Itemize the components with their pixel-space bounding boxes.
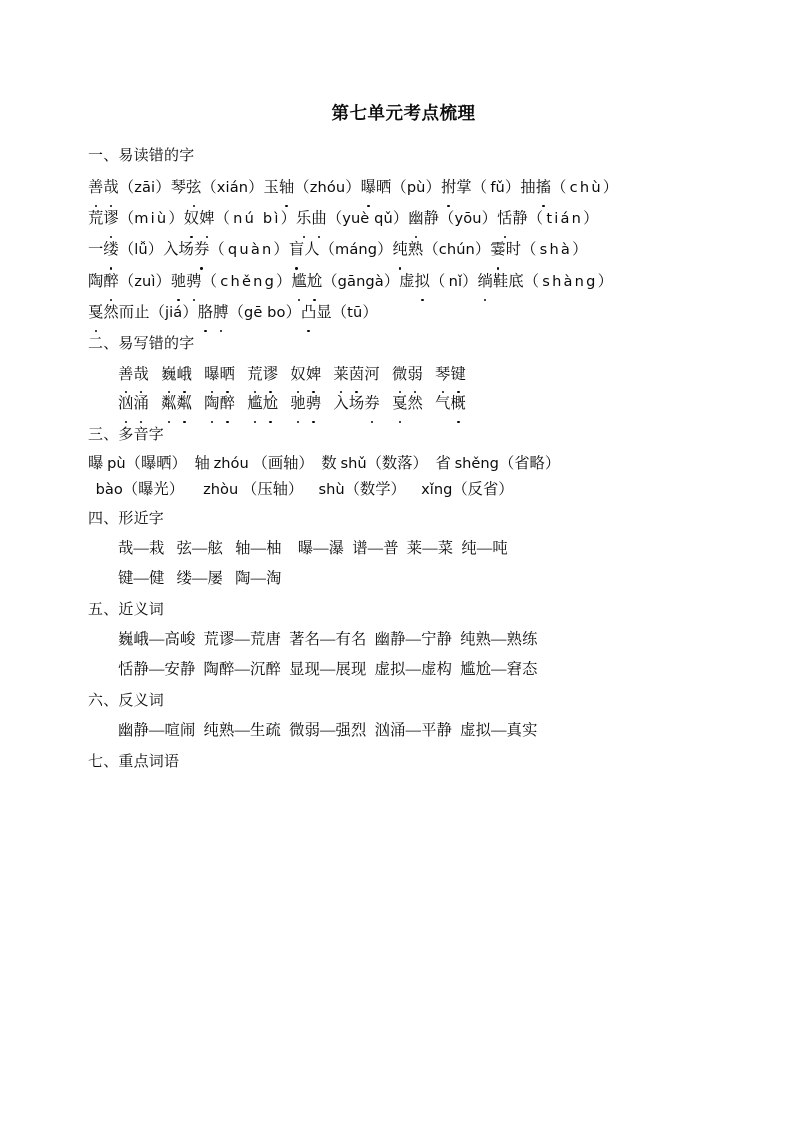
page-title: 第七单元考点梳理 bbox=[331, 103, 476, 123]
easy-miswritten-row-1: 善哉 巍峨 曝晒 荒谬 奴婢 莱茵河 微弱 琴键 bbox=[88, 360, 719, 390]
section-heading-yiduchuo: 一、易读错的字 bbox=[88, 148, 195, 165]
pronunciation-line-1: 善哉（zāi）琴弦（xián）玉轴（zhóu）曝晒（pù）拊掌（ fǔ）抽搐（ chù） bbox=[88, 172, 719, 203]
pronunciation-line-2: 荒谬（miù）奴婢（ nú bì）乐曲（yuè qǔ）幽静（yōu）恬静（ tián） bbox=[88, 203, 719, 234]
section-heading-xingjinzi: 四、形近字 bbox=[88, 511, 165, 528]
similar-char-row-2: 键—健 缕—屡 陶—淘 bbox=[118, 570, 282, 588]
similar-char-row-1: 哉—栽 弦—舷 轴—柚 曝—瀑 谱—普 莱—菜 纯—吨 bbox=[118, 540, 508, 558]
polyphone-row-bottom: bào（曝光） zhòu （压轴） shù（数学） xǐng（反省） bbox=[95, 480, 514, 498]
polyphone-row-top: 曝 pù（曝晒） 轴 zhóu （画轴） 数 shǔ（数落） 省 shěng（省略） bbox=[88, 454, 561, 472]
section-heading-zhongdianciyu: 七、重点词语 bbox=[88, 754, 180, 771]
easy-miswritten-row-2: 汹涌 粼粼 陶醉 尴尬 驰骋 入场券 戛然 气概 bbox=[88, 389, 719, 419]
pronunciation-line-3: 一缕（lǚ）入场券（ quàn）盲人（máng）纯熟（chún）霎时（ shà） bbox=[88, 234, 719, 265]
pronunciation-line-4: 陶醉（zuì）驰骋（ chěng）尴尬（gāngà）虚拟（ nǐ）绱鞋底（ shàng） bbox=[88, 266, 719, 297]
synonym-row-1: 巍峨—高峻 荒谬—荒唐 著名—有名 幽静—宁静 纯熟—熟练 bbox=[118, 631, 538, 649]
pronunciation-line-5: 戛然而止（jiá）胳膊（gē bo）凸显（tū） bbox=[88, 297, 719, 328]
section-heading-yixiecuo: 二、易写错的字 bbox=[88, 336, 195, 353]
section-heading-duoyinzi: 三、多音字 bbox=[88, 427, 165, 444]
section-heading-fanyici: 六、反义词 bbox=[88, 693, 165, 710]
synonym-row-2: 恬静—安静 陶醉—沉醉 显现—展现 虚拟—虚构 尴尬—窘态 bbox=[118, 661, 538, 679]
antonym-row-1: 幽静—喧闹 纯熟—生疏 微弱—强烈 汹涌—平静 虚拟—真实 bbox=[118, 722, 538, 740]
section-heading-jinyici: 五、近义词 bbox=[88, 602, 165, 619]
